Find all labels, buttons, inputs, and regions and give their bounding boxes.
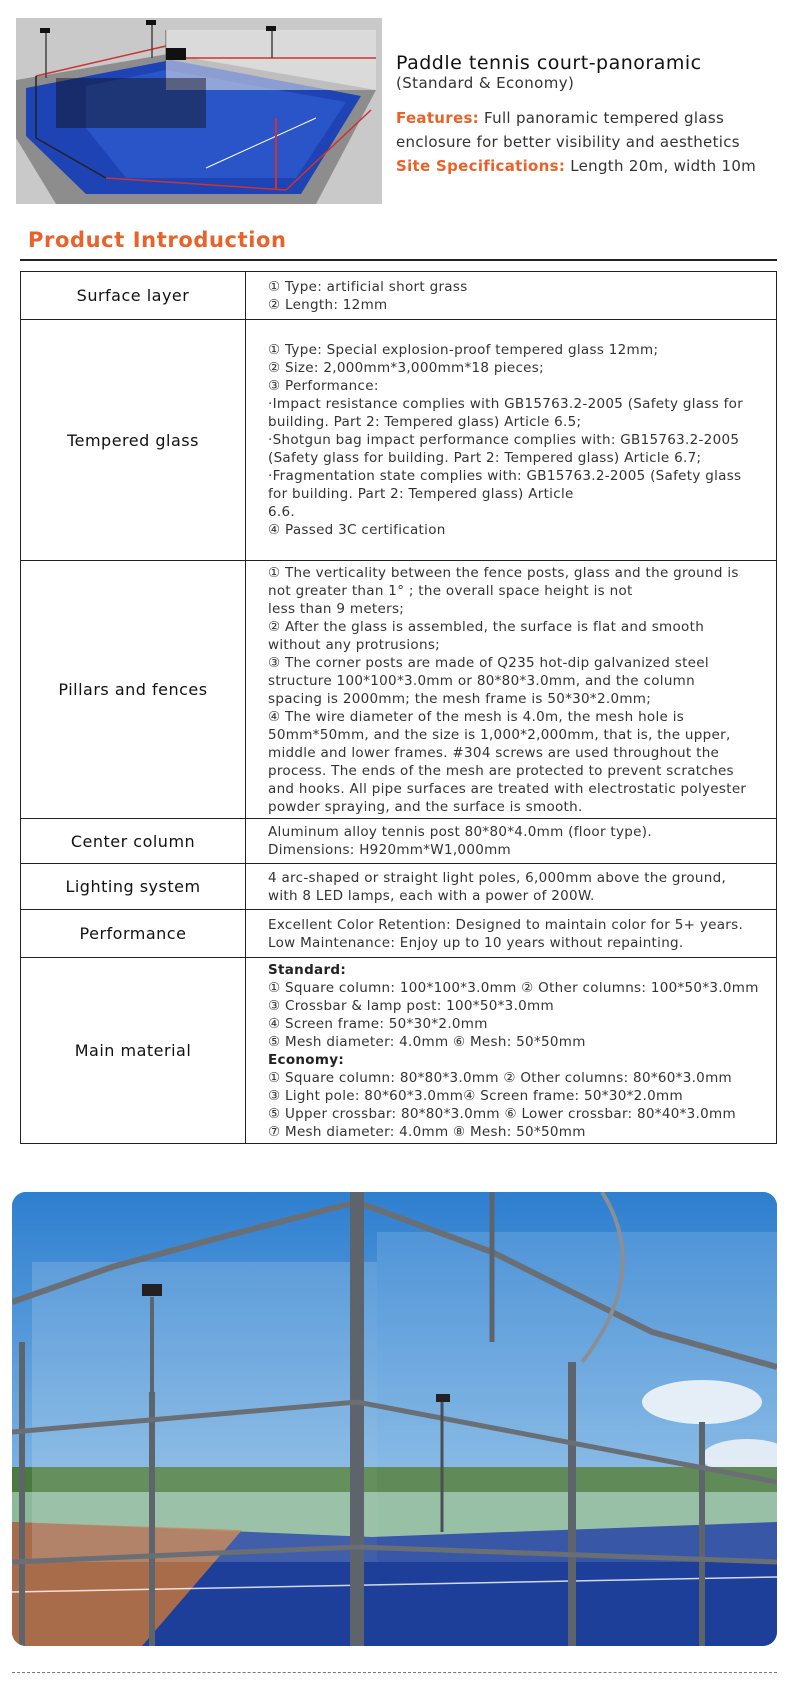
value-line: middle and lower frames. #304 screws are used throughout the [268, 744, 720, 761]
value-line: structure 100*100*3.0mm or 80*80*3.0mm, and the column [268, 672, 695, 689]
row-value [246, 819, 777, 864]
site-spec-label: Site Specifications: [396, 157, 566, 175]
product-title: Paddle tennis court-panoramic [396, 52, 702, 74]
value-line: ③ Light pole: 80*60*3.0mm④ Screen frame: 50*30*2.0mm [268, 1087, 683, 1104]
row-value [246, 958, 777, 1144]
value-line: powder spraying, and the surface is smooth. [268, 798, 583, 815]
value-line: 4 arc-shaped or straight light poles, 6,000mm above the ground, [268, 869, 727, 886]
value-line: Dimensions: H920mm*W1,000mm [268, 842, 511, 858]
value-line: Aluminum alloy tennis post 80*80*4.0mm (floor type). [268, 824, 652, 840]
value-line: ② After the glass is assembled, the surface is flat and smooth [268, 618, 705, 635]
row-label: Center column [21, 819, 246, 864]
value-line: not greater than 1° ; the overall space height is not [268, 582, 633, 599]
economy-heading: Economy: [268, 1051, 345, 1068]
value-line: with 8 LED lamps, each with a power of 200W. [268, 887, 595, 904]
row-value [246, 864, 777, 910]
site-spec-text: Length 20m, width 10m [565, 157, 757, 175]
value-line: process. The ends of the mesh are protected to prevent scratches [268, 762, 734, 779]
row-label: Surface layer [21, 272, 246, 320]
row-label: Pillars and fences [21, 561, 246, 819]
hero-text [396, 52, 776, 178]
product-subtitle: (Standard & Economy) [396, 74, 575, 92]
row-value [246, 320, 777, 561]
value-line: and hooks. All pipe surfaces are treated with electrostatic polyester [268, 780, 747, 797]
row-value [246, 272, 777, 320]
value-line: for building. Part 2: Tempered glass) Article [268, 486, 574, 502]
site-spec-line [396, 154, 776, 178]
value-line: ⑤ Upper crossbar: 80*80*3.0mm ⑥ Lower crossbar: 80*40*3.0mm [268, 1105, 736, 1122]
value-line: Excellent Color Retention: Designed to maintain color for 5+ years. [268, 916, 744, 933]
spec-table [20, 271, 777, 1144]
value-line: (Safety glass for building. Part 2: Tempered glass) Article 6.7; [268, 450, 702, 466]
value-line: ④ Screen frame: 50*30*2.0mm [268, 1015, 488, 1032]
value-line: ③ The corner posts are made of Q235 hot-dip galvanized steel [268, 654, 709, 671]
value-line: less than 9 meters; [268, 600, 405, 617]
value-line: 50mm*50mm, and the size is 1,000*2,000mm, that is, the upper, [268, 726, 731, 743]
section-title: Product Introduction [28, 228, 287, 252]
value-line: ④ The wire diameter of the mesh is 4.0m, the mesh hole is [268, 708, 685, 725]
value-line: ·Fragmentation state complies with: GB15763.2-2005 (Safety glass [268, 468, 742, 484]
footer-dashed-divider [12, 1672, 777, 1673]
value-line: ② Size: 2,000mm*3,000mm*18 pieces; [268, 360, 544, 376]
table-row [21, 958, 777, 1144]
table-row [21, 272, 777, 320]
value-line: ① Square column: 80*80*3.0mm ② Other columns: 80*60*3.0mm [268, 1069, 732, 1086]
standard-heading: Standard: [268, 961, 347, 978]
value-line: Low Maintenance: Enjoy up to 10 years without repainting. [268, 934, 684, 951]
value-line: building. Part 2: Tempered glass) Article 6.5; [268, 414, 582, 430]
value-line: ② Length: 12mm [268, 296, 388, 313]
row-label: Performance [21, 910, 246, 958]
row-label: Main material [21, 958, 246, 1144]
table-row [21, 864, 777, 910]
table-row [21, 819, 777, 864]
value-line: ① The verticality between the fence posts, glass and the ground is [268, 564, 739, 581]
court-photo [12, 1192, 777, 1646]
court-rendering-image [16, 18, 382, 204]
value-line: ⑦ Mesh diameter: 4.0mm ⑧ Mesh: 50*50mm [268, 1123, 586, 1140]
row-value [246, 910, 777, 958]
value-line: ③ Performance: [268, 378, 379, 394]
value-line: ·Shotgun bag impact performance complies with: GB15763.2-2005 [268, 432, 740, 448]
value-line: ③ Crossbar & lamp post: 100*50*3.0mm [268, 997, 554, 1014]
row-label: Lighting system [21, 864, 246, 910]
value-line: ① Square column: 100*100*3.0mm ② Other columns: 100*50*3.0mm [268, 979, 759, 996]
row-value [246, 561, 777, 819]
value-line: without any protrusions; [268, 636, 441, 653]
features-label: Features: [396, 109, 479, 127]
value-line: spacing is 2000mm; the mesh frame is 50*30*2.0mm; [268, 690, 652, 707]
value-line: 6.6. [268, 504, 295, 520]
features-line [396, 106, 776, 154]
row-label: Tempered glass [21, 320, 246, 561]
value-line: ⑤ Mesh diameter: 4.0mm ⑥ Mesh: 50*50mm [268, 1033, 586, 1050]
table-row [21, 910, 777, 958]
section-divider [20, 259, 777, 261]
table-row [21, 320, 777, 561]
table-row [21, 561, 777, 819]
value-line: ① Type: Special explosion-proof tempered glass 12mm; [268, 342, 659, 358]
features-text: Full panoramic tempered glass enclosure for better visibility and aesthetics [396, 109, 740, 151]
value-line: ① Type: artificial short grass [268, 278, 468, 295]
value-line: ·Impact resistance complies with GB15763.2-2005 (Safety glass for [268, 396, 744, 412]
value-line: ④ Passed 3C certification [268, 522, 446, 538]
